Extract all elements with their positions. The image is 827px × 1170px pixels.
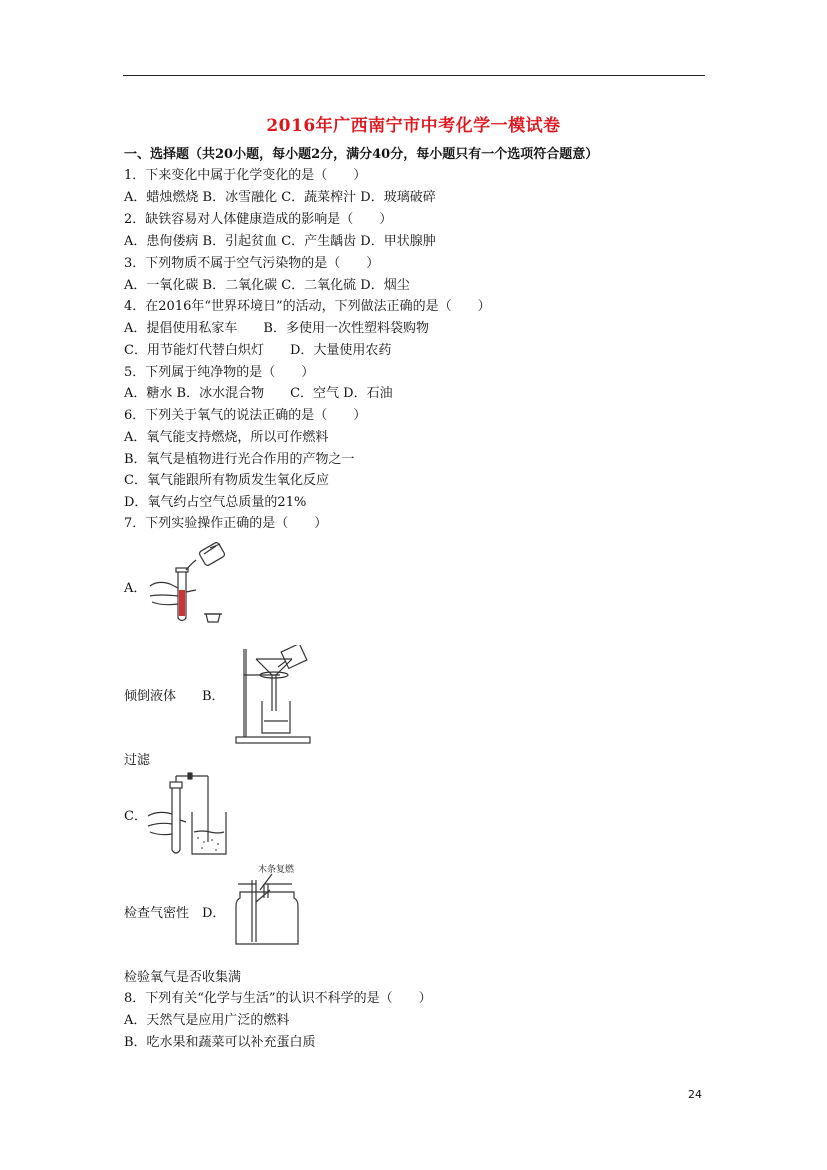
question-line: A．蜡烛燃烧 B．冰雪融化 C．蔬菜榨汁 D．玻璃破碎 — [124, 190, 436, 205]
pouring-liquid-figure — [146, 540, 228, 624]
question-line: 8．下列有关“化学与生活”的认识不科学的是（ ） — [124, 991, 432, 1006]
question-line: A．患佝偻病 B．引起贫血 C．产生龋齿 D．甲状腺肿 — [124, 234, 436, 249]
question-line: C．氧气能跟所有物质发生氧化反应 — [124, 473, 329, 488]
question-line: 1．下来变化中属于化学变化的是（ ） — [124, 168, 367, 183]
question-line: 4．在2016年“世界环境日”的活动，下列做法正确的是（ ） — [124, 299, 491, 314]
question-line: 7．下列实验操作正确的是（ ） — [124, 516, 328, 531]
question-line: 2．缺铁容易对人体健康造成的影响是（ ） — [124, 212, 393, 227]
section-heading: 一、选择题（共20小题，每小题2分，满分40分，每小题只有一个选项符合题意） — [124, 147, 599, 162]
page-number: 24 — [688, 1088, 702, 1101]
question-line: 6．下列关于氧气的说法正确的是（ ） — [124, 408, 367, 423]
option-b-line: 倾倒液体 B． — [124, 689, 225, 704]
airtightness-check-figure — [146, 772, 230, 856]
splint-annotation: 木条复燃 — [258, 865, 295, 875]
question-line: 5．下列属于纯净物的是（ ） — [124, 365, 315, 380]
question-line: C．用节能灯代替白炽灯 D．大量使用农药 — [124, 343, 392, 358]
question-line: A．一氧化碳 B．二氧化碳 C．二氧化硫 D．烟尘 — [124, 278, 410, 293]
option-b-caption: 过滤 — [124, 753, 151, 768]
question-line: A．提倡使用私家车 B．多使用一次性塑料袋购物 — [124, 321, 429, 336]
question-line: A．氧气能支持燃烧，所以可作燃料 — [124, 430, 329, 445]
question-line: D．氧气约占空气总质量的21% — [124, 495, 307, 510]
option-d-caption: 检验氧气是否收集满 — [124, 970, 242, 985]
option-c-label: C． — [124, 809, 147, 824]
question-line: A．天然气是应用广泛的燃料 — [124, 1013, 290, 1028]
question-line: A．糖水 B．冰水混合物 C．空气 D．石油 — [124, 386, 393, 401]
question-line: B．吃水果和蔬菜可以补充蛋白质 — [124, 1035, 316, 1050]
page-title: 2016年广西南宁市中考化学一模试卷 — [266, 116, 561, 136]
header-rule — [123, 75, 705, 76]
question-line: 3．下列物质不属于空气污染物的是（ ） — [124, 256, 380, 271]
option-a-label: A． — [124, 581, 147, 596]
filtration-figure — [234, 645, 314, 745]
oxygen-check-figure — [232, 862, 304, 948]
option-d-line: 检查气密性 D． — [124, 906, 226, 921]
question-line: B．氧气是植物进行光合作用的产物之一 — [124, 452, 355, 467]
